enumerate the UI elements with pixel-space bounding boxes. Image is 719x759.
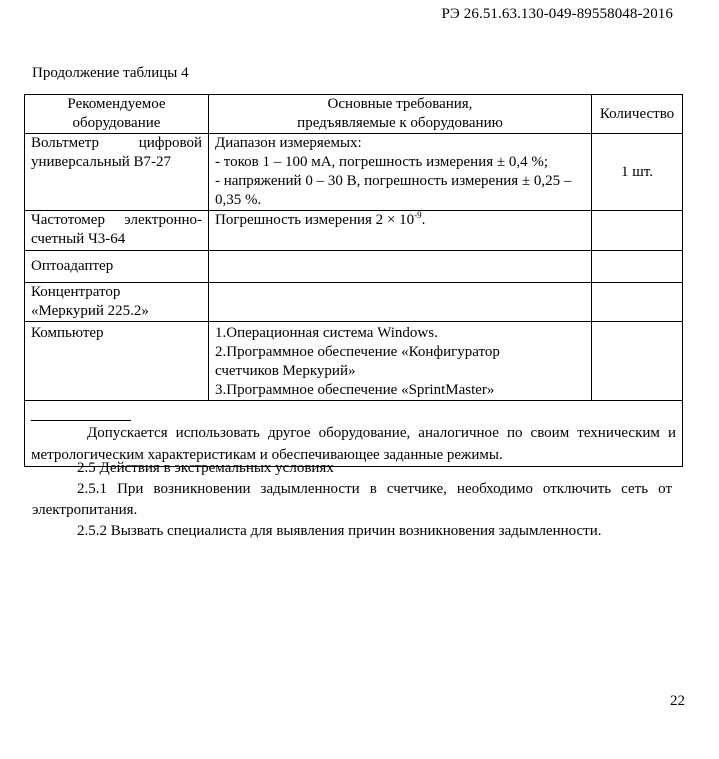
paragraph: 2.5.2 Вызвать специалиста для выявления причин возникновения задымленности. [77, 523, 602, 539]
equipment-cell: Частотомер электронно- счетный Ч3-64 [25, 211, 209, 251]
header-equipment: Рекомендуемое оборудование [25, 95, 209, 134]
header-quantity: Количество [592, 95, 683, 134]
equipment-table [24, 94, 683, 467]
note-cell [25, 401, 683, 467]
section-heading: 2.5 Действия в экстремальных условиях [77, 460, 334, 476]
requirements-cell: Диапазон измеряемых: - токов 1 – 100 мА, погрешность измерения ± 0,4 %; - напряжений 0 – 30 В, погрешность измерения ± 0,25 – 0,35 %. [209, 134, 592, 211]
sections-text [32, 458, 672, 542]
quantity-cell [592, 322, 683, 401]
exponent: -9 [414, 210, 422, 220]
footnote-rule [31, 420, 131, 421]
equipment-cell: Концентратор «Меркурий 225.2» [25, 283, 209, 322]
equipment-cell: Вольтметр цифровой универсальный В7-27 [25, 134, 209, 211]
paragraph: 2.5.1 При возникновении задымленности в счетчике, необходимо отключить сеть от электропитания. [32, 481, 672, 518]
requirements-cell [209, 283, 592, 322]
equipment-cell: Компьютер [25, 322, 209, 401]
page-number: 22 [670, 693, 685, 709]
table-row [25, 211, 683, 251]
footnote-text: Допускается использовать другое оборудование, аналогичное по своим техническим и метрологическим характеристикам и обеспечивающее заданные режимы. [31, 425, 676, 463]
quantity-cell: 1 шт. [592, 134, 683, 211]
quantity-cell [592, 283, 683, 322]
table-row [25, 322, 683, 401]
quantity-cell [592, 251, 683, 283]
table-continuation-label: Продолжение таблицы 4 [32, 65, 189, 81]
requirements-cell: Погрешность измерения $2 \times 10^{-9}$. [209, 211, 592, 251]
quantity-cell [592, 211, 683, 251]
table-row [25, 251, 683, 283]
document-code: РЭ 26.51.63.130-049-89558048-2016 [441, 6, 673, 22]
table-header-row [25, 95, 683, 134]
requirements-cell: 1.Операционная система Windows. 2.Программное обеспечение «Конфигуратор счетчиков Меркурий» 3.Программное обеспечение «SprintMaster» [209, 322, 592, 401]
equipment-cell: Оптоадаптер [25, 251, 209, 283]
table-row [25, 134, 683, 211]
header-requirements: Основные требования, предъявляемые к оборудованию [209, 95, 592, 134]
table-row [25, 283, 683, 322]
requirements-cell [209, 251, 592, 283]
table-note-row [25, 401, 683, 467]
